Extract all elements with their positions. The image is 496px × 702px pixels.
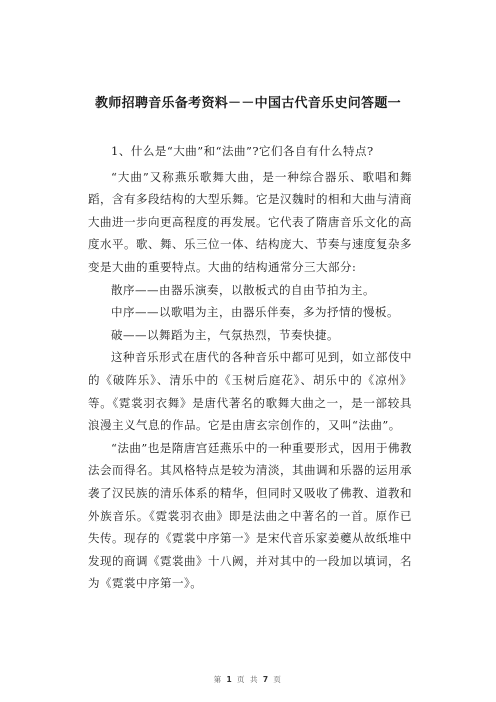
document-title: 教师招聘音乐备考资料－－中国古代音乐史问答题一: [95, 96, 401, 111]
paragraph-faqu-description: “法曲”也是隋唐宫廷燕乐中的一种重要形式，因用于佛教法会而得名。其风格特点是较为清淡，其曲调和乐器的运用承袭了汉民族的清乐体系的精华，但同时又吸收了佛教、道教和外族音乐。《霓裳羽衣曲》即是法曲之中著名的一首。原作已失传。现存的《霓裳中序第一》是宋代音乐家姜夔从故纸堆中发现的商调《霓裳曲》十八阙，并对其中的一段加以填词，名为《霓裳中序第一》。: [88, 440, 412, 591]
paragraph-examples: 这种音乐形式在唐代的各种音乐中都可见到，如立部伎中的《破阵乐》、清乐中的《玉树后庭花》、胡乐中的《凉州》等。《霓裳羽衣舞》是唐代著名的歌舞大曲之一，是一部较具浪漫主义气息的作品。它是由唐玄宗创作的，又叫“法曲”。: [88, 350, 412, 433]
footer-total-pages: 7: [262, 675, 270, 684]
paragraph-zhongxu: 中序——以歌唱为主，由器乐伴奏，多为抒情的慢板。: [111, 305, 399, 320]
footer-prefix: 第: [213, 675, 227, 684]
page-footer: [0, 674, 496, 685]
paragraph-sanxu: 散序——由器乐演奏，以散板式的自由节拍为主。: [111, 282, 375, 297]
footer-suffix: 页: [269, 675, 283, 684]
paragraph-po: 破——以舞蹈为主，气氛热烈，节奏快捷。: [111, 327, 339, 342]
question-heading: 1、什么是“大曲”和“法曲”?它们各自有什么特点?: [111, 144, 374, 158]
document-body: [88, 140, 412, 595]
paragraph-daqu-description: “大曲”又称燕乐歌舞大曲，是一种综合器乐、歌唱和舞蹈，含有多段结构的大型乐舞。它是汉魏时的相和大曲与清商大曲进一步向更高程度的再发展。它代表了隋唐音乐文化的高度水平。歌、舞、乐三位一体、结构庞大、节奏与速度复杂多变是大曲的重要特点。大曲的结构通常分三大部分:: [88, 169, 412, 274]
footer-current-page: 1: [226, 675, 234, 684]
footer-middle: 页 共: [233, 675, 263, 684]
